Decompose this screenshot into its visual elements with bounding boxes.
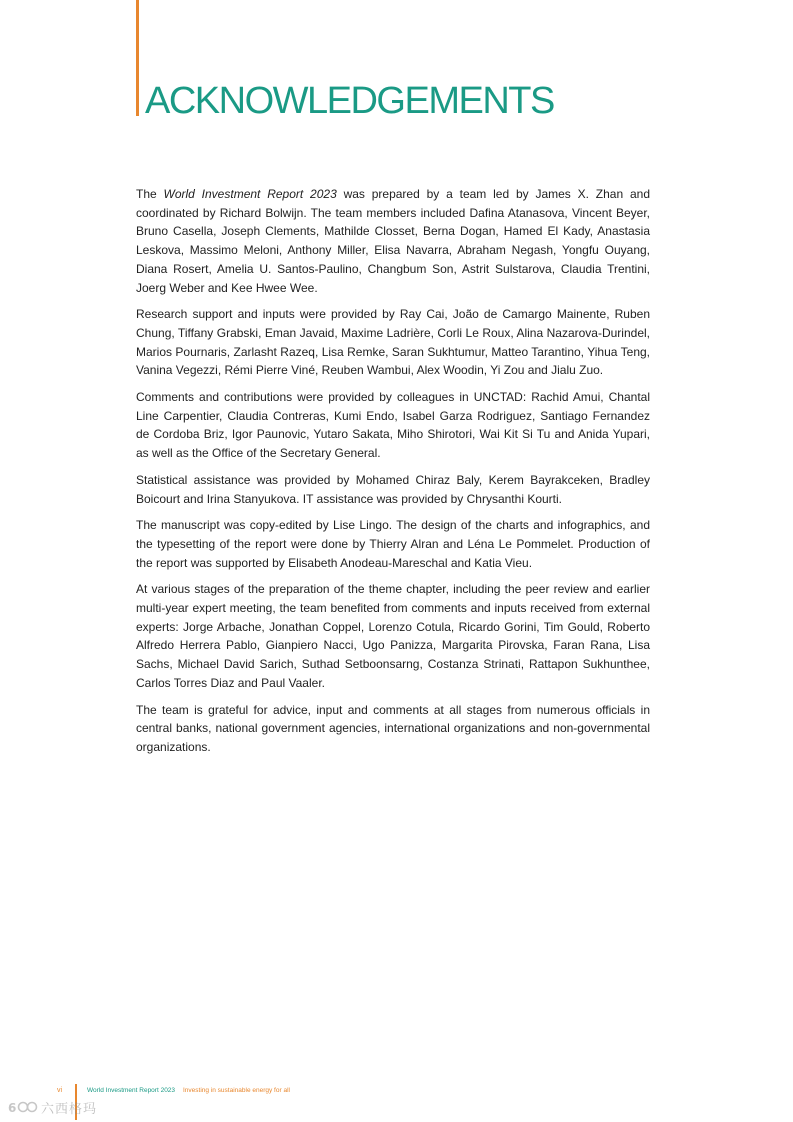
paragraph-comments-contributions: Comments and contributions were provided by colleagues in UNCTAD: Rachid Amui, Chantal Line Carpentier, Claudia Contreras, Kumi Endo, Isabel Garza Rodriguez, Santiago Fernandez de Cordoba Briz, Igor Paunovic, Yutaro Sakata, Miho Shirotori, Wai Kit Si Tu and Anida Yupari, as well as the Office of the Secretary General. <box>136 390 650 461</box>
watermark-logo-icon <box>8 1099 38 1115</box>
footer-report-name: World Investment Report 2023 <box>87 1087 176 1094</box>
acknowledgements-body <box>136 185 650 765</box>
paragraph-gratitude: The team is grateful for advice, input and comments at all stages from numerous officials in central banks, national government agencies, international organizations and non-governmental organizations. <box>136 702 650 754</box>
paragraph-team-rest: was prepared by a team led by James X. Zhan and coordinated by Richard Bolwijn. The team members included Dafina Atanasova, Vincent Beyer, Bruno Casella, Joseph Clements, Mathilde Closset, Berna Dogan, Hamed El Kady, Anastasia Leskova, Massimo Meloni, Anthony Miller, Elisa Navarra, Abraham Negash, Yongfu Ouyang, Diana Rosert, Amelia U. Santos-Paulino, Changbum Son, Astrit Sulstarova, Claudia Trentini, Joerg Weber and Kee Hwee Wee. <box>136 187 650 295</box>
page-title: ACKNOWLEDGEMENTS <box>145 80 554 122</box>
paragraph-copy-editing: The manuscript was copy-edited by Lise Lingo. The design of the charts and infographics, and the typesetting of the report were done by Thierry Alran and Léna Le Pommelet. Production of the report was supported by Elisabeth Anodeau-Mareschal and Katia Vieu. <box>136 518 650 570</box>
page-number: vi <box>57 1087 63 1094</box>
paragraph-statistical-assistance: Statistical assistance was provided by Mohamed Chiraz Baly, Kerem Bayrakceken, Bradley Boicourt and Irina Stanyukova. IT assistance was provided by Chrysanthi Kourti. <box>136 472 650 506</box>
svg-text:6: 6 <box>8 1101 17 1115</box>
report-title-italic: World Investment Report 2023 <box>163 187 337 201</box>
title-accent-bar <box>136 0 139 116</box>
paragraph-research-support: Research support and inputs were provided by Ray Cai, João de Camargo Mainente, Ruben Chung, Tiffany Grabski, Eman Javaid, Maxime Ladrière, Corli Le Roux, Alina Nazarova-Durindel, Marios Pournaris, Zarlasht Razeq, Lisa Remke, Saran Sukhtumur, Matteo Tarantino, Yihua Teng, Vanina Vegezzi, Rémi Pierre Viné, Reuben Wambui, Alex Woodin, Yi Zou and Jialu Zuo. <box>136 307 650 378</box>
paragraph-external-experts: At various stages of the preparation of the theme chapter, including the peer review and earlier multi-year expert meeting, the team benefited from comments and inputs received from external experts: Jorge Arbache, Jonathan Coppel, Lorenzo Cotula, Ricardo Gorini, Tim Gould, Roberto Alfredo Herrera Pablo, Gianpiero Nacci, Ugo Panizza, Margarita Pirovska, Faran Rana, Lisa Sachs, Michael David Sarich, Suthad Setboonsarng, Costanza Strinati, Rattapon Sukhunthee, Carlos Torres Diaz and Paul Vaaler. <box>136 582 650 690</box>
watermark-text: 六西格玛 <box>41 1100 98 1116</box>
footer-theme: Investing in sustainable energy for all <box>183 1087 290 1094</box>
page-footer <box>0 1080 793 1122</box>
paragraph-team <box>136 185 650 297</box>
watermark <box>8 1098 97 1116</box>
paragraph-team-lead-in: The <box>136 187 164 201</box>
